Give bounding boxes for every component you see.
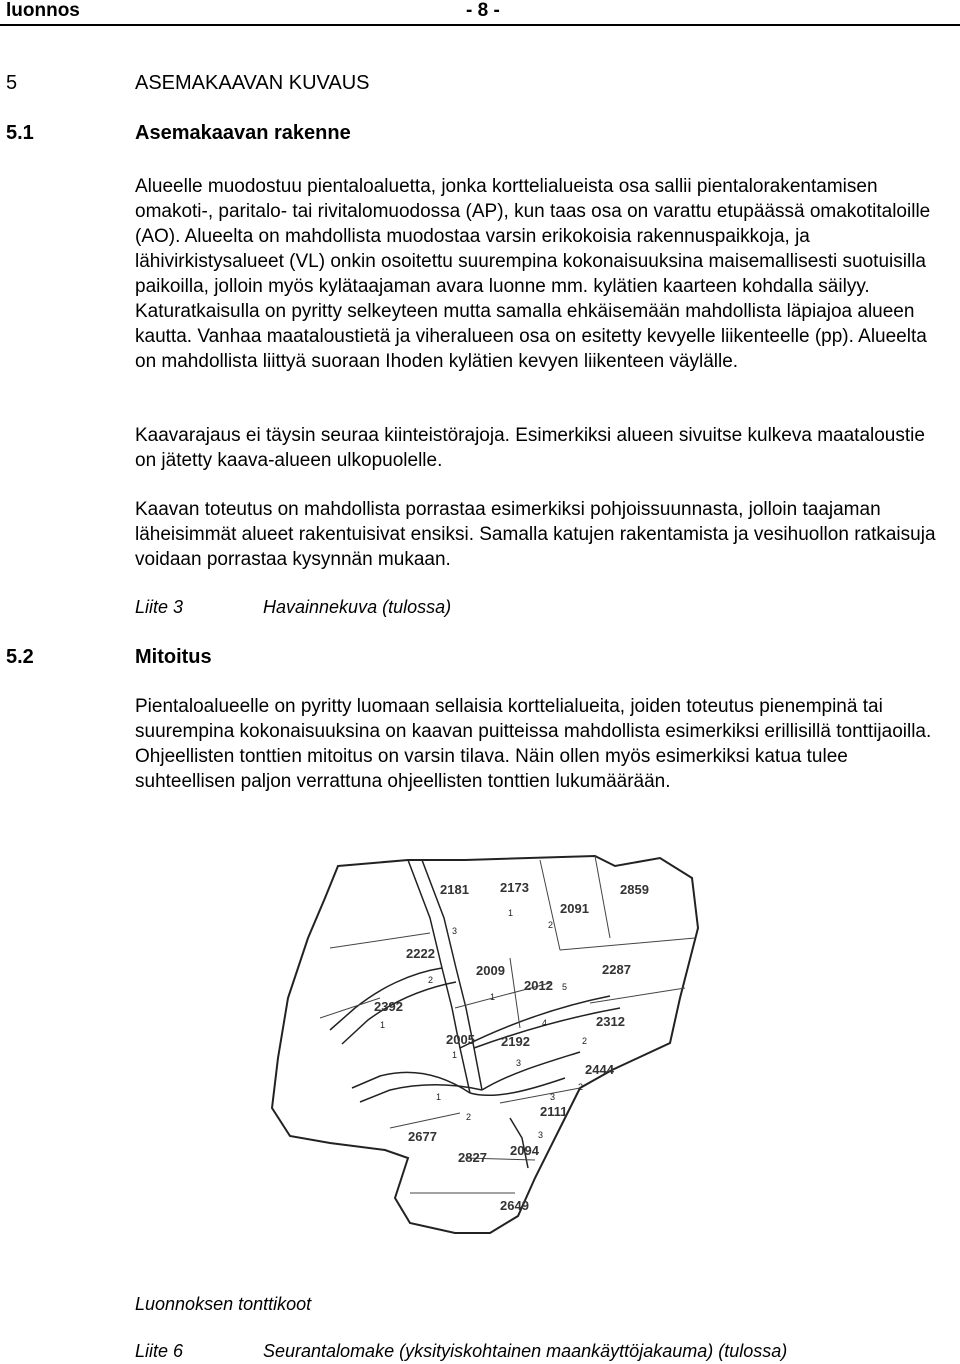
lot-2012: 2012 <box>524 978 553 993</box>
appendix-6-text: Seurantalomake (yksityiskohtainen maankäyttöjakauma) (tulossa) <box>263 1341 788 1361</box>
lot-2677: 2677 <box>408 1129 437 1144</box>
lot-2287: 2287 <box>602 962 631 977</box>
block-number: 3 <box>516 1058 522 1068</box>
block-number: 2 <box>466 1112 472 1122</box>
block-number: 4 <box>542 1018 548 1028</box>
lot-2312: 2312 <box>596 1014 625 1029</box>
paragraph-boundary: Kaavarajaus ei täysin seuraa kiinteistörajoja. Esimerkiksi alueen sivuitse kulkeva maataloustie on jätetty kaava-alueen ulkopuolelle. <box>135 425 925 471</box>
paragraph-phasing: Kaavan toteutus on mahdollista porrastaa esimerkiksi pohjoissuunnasta, jolloin taajaman läheisimmät alueet rakentuisivat ensiksi. Samalla katujen rakentamista ja vesihuollon ratkaisuja voidaan porrastaa kysynnän mukaan. <box>135 499 936 570</box>
lot-2222: 2222 <box>406 946 435 961</box>
block-number: 1 <box>508 908 514 918</box>
block-number: 1 <box>490 992 496 1002</box>
header-rule <box>0 24 960 26</box>
block-number: 2 <box>578 1082 584 1092</box>
page-header <box>0 0 960 22</box>
lot-2444: 2444 <box>585 1062 614 1077</box>
lot-2192: 2192 <box>501 1034 530 1049</box>
section-5-number: 5 <box>6 72 18 94</box>
page-number: - 8 - <box>466 0 500 21</box>
paragraph-dimensioning: Pientaloalueelle on pyritty luomaan sellaisia korttelialueita, joiden toteutus pienempinä tai suurempina kokonaisuuksina on kaavan puitteissa mahdollista esimerkiksi erillisillä tonttijaoilla. Ohjeellisten tonttien mitoitus on varsin tilava. Näin ollen myös esimerkiksi katua tulee suhteellisen paljon verrattuna ohjeellisten tonttien lukumäärään. <box>135 696 932 792</box>
lot-2827: 2827 <box>458 1150 487 1165</box>
lot-sizes-map <box>260 838 730 1248</box>
lot-2649: 2649 <box>500 1198 529 1213</box>
lot-2091: 2091 <box>560 901 589 916</box>
block-number: 3 <box>452 926 458 936</box>
map-caption: Luonnoksen tonttikoot <box>135 1294 312 1314</box>
lot-2392: 2392 <box>374 999 403 1014</box>
block-number: 1 <box>436 1092 442 1102</box>
appendix-3-text: Havainnekuva (tulossa) <box>263 597 452 617</box>
appendix-3-label: Liite 3 <box>135 597 184 617</box>
lot-2005: 2005 <box>446 1032 475 1047</box>
section-5-2-number: 5.2 <box>6 646 34 668</box>
block-number: 3 <box>538 1130 544 1140</box>
lot-2173: 2173 <box>500 880 529 895</box>
block-number: 5 <box>562 982 568 992</box>
section-5-title: ASEMAKAAVAN KUVAUS <box>135 72 370 94</box>
section-5-2-title: Mitoitus <box>135 646 212 668</box>
lot-2094: 2094 <box>510 1143 539 1158</box>
section-5-1-title: Asemakaavan rakenne <box>135 122 351 144</box>
section-5-1-number: 5.1 <box>6 122 34 144</box>
block-number: 2 <box>548 920 554 930</box>
appendix-6-label: Liite 6 <box>135 1341 184 1361</box>
paragraph-structure: Alueelle muodostuu pientaloaluetta, jonka korttelialueista osa sallii pientalorakentamisen omakoti-, paritalo- tai rivitalomuodossa (AP), kun taas osa on varattu etupäässä omakotitaloille (AO). Alueelta on mahdollista muodostaa varsin erikokoisia rakennuspaikkoja, ja lähivirkistysalueet (VL) onkin osoitettu suurempina kokonaisuuksina maisemallisesti suotuisilla paikoilla, jolloin myös kylätaajaman avara luonne mm. kylätien kaarteen kohdalla säilyy. Katuratkaisulla on pyritty selkeyteen mutta samalla ehkäisemään mahdollista läpiajoa alueen kautta. Vanhaa maataloustietä ja viheralueen osa on esitetty kevyelle liikenteelle (pp). Alueelta on mahdollista liittyä suoraan Ihoden kylätien kevyen liikenteen väylälle. <box>135 176 931 372</box>
lot-2111: 2111 <box>540 1104 568 1119</box>
block-number: 2 <box>428 975 434 985</box>
block-number: 3 <box>550 1092 556 1102</box>
lot-2181: 2181 <box>440 882 469 897</box>
draft-label: luonnos <box>6 0 80 21</box>
block-number: 1 <box>452 1050 458 1060</box>
block-number: 2 <box>582 1036 588 1046</box>
lot-2859: 2859 <box>620 882 649 897</box>
block-number: 1 <box>380 1020 386 1030</box>
lot-2009: 2009 <box>476 963 505 978</box>
